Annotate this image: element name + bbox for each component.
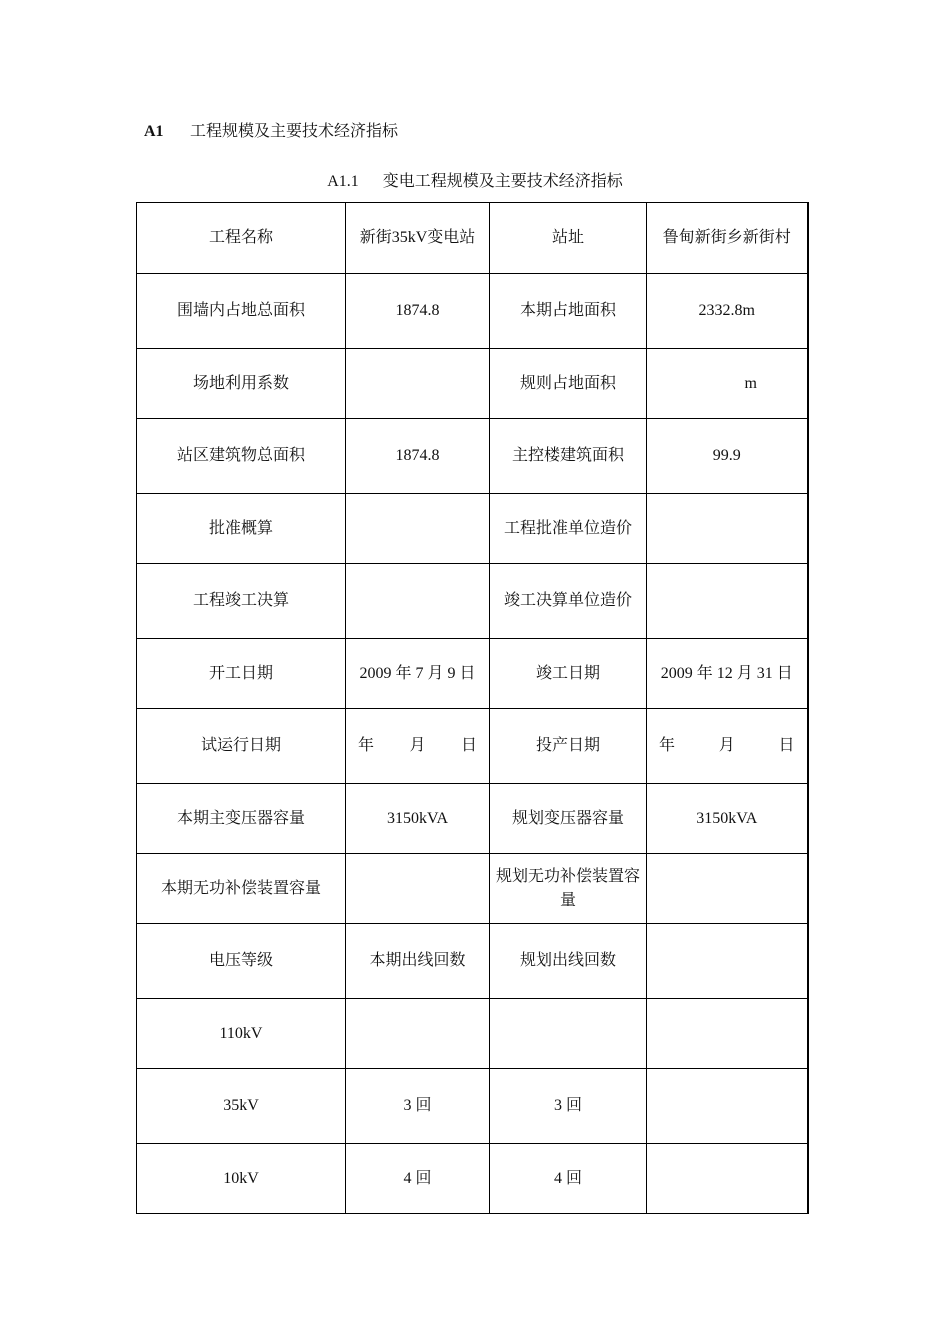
table-value-cell: 本期出线回数 [346,924,490,999]
table-value-cell: 3150kVA [647,784,808,854]
table-label-cell: 35kV [137,1069,346,1144]
table-value-cell: 99.9 [647,419,808,494]
date-part: 年 [659,737,676,754]
table-row [137,203,808,274]
table-row [137,564,808,639]
table-title: 变电工程规模及主要技术经济指标 [382,173,623,190]
table-label-cell: 本期主变压器容量 [137,784,346,854]
table-label-cell: 3 回 [490,1069,647,1144]
table-value-cell [647,1144,808,1214]
table-label-cell: 工程名称 [137,203,346,274]
table-value-cell [346,709,490,784]
table-value-cell [647,349,808,419]
table-row [137,709,808,784]
table-value-cell [647,1069,808,1144]
table-label-cell [490,999,647,1069]
table-label-cell: 4 回 [490,1144,647,1214]
table-value-cell [647,494,808,564]
table-label-cell: 批准概算 [137,494,346,564]
table-value-cell: 新街35kV变电站 [346,203,490,274]
table-row [137,349,808,419]
table-label-cell: 工程批准单位造价 [490,494,647,564]
table-row [137,1069,808,1144]
table-value-cell: 1874.8 [346,419,490,494]
table-value-cell: 1874.8 [346,274,490,349]
table-value-cell [647,709,808,784]
blank-date [352,734,483,758]
table-row [137,924,808,999]
unit-text: m [744,374,757,392]
table-value-cell: 3150kVA [346,784,490,854]
table-label-cell: 规划无功补偿装置容量 [490,854,647,924]
table-caption [0,168,950,191]
table-label-cell: 主控楼建筑面积 [490,419,647,494]
table-row [137,494,808,564]
date-part: 月 [718,737,735,754]
section-heading [144,118,398,141]
table-label-cell: 开工日期 [137,639,346,709]
table-label-cell: 110kV [137,999,346,1069]
table-row [137,639,808,709]
indicator-table [136,202,809,1214]
table-row [137,274,808,349]
table-label-cell: 规则占地面积 [490,349,647,419]
table-row [137,419,808,494]
table-value-cell [346,999,490,1069]
table-row [137,1144,808,1214]
blank-date [653,734,801,758]
table-value-cell [647,999,808,1069]
table-value-cell [647,924,808,999]
table-number: A1.1 [327,173,359,190]
section-title: 工程规模及主要技术经济指标 [190,123,399,140]
table-label-cell: 投产日期 [490,709,647,784]
date-part: 日 [778,737,795,754]
table-label-cell: 围墙内占地总面积 [137,274,346,349]
table-value-cell [346,494,490,564]
table-value-cell [647,564,808,639]
table-label-cell: 本期占地面积 [490,274,647,349]
table-label-cell: 试运行日期 [137,709,346,784]
table-value-cell [346,854,490,924]
table-label-cell: 10kV [137,1144,346,1214]
table-label-cell: 场地利用系数 [137,349,346,419]
table-label-cell: 竣工日期 [490,639,647,709]
table-value-cell [346,564,490,639]
table-label-cell: 电压等级 [137,924,346,999]
table-value-cell [346,349,490,419]
table-label-cell: 站址 [490,203,647,274]
table-row [137,999,808,1069]
table-value-cell: 2009 年 12 月 31 日 [647,639,808,709]
table-value-cell: 2332.8m [647,274,808,349]
table-value-cell [647,854,808,924]
date-part: 月 [409,737,426,754]
table-value-cell: 4 回 [346,1144,490,1214]
table-label-cell: 本期无功补偿装置容量 [137,854,346,924]
table-label-cell: 规划变压器容量 [490,784,647,854]
table-label-cell: 竣工决算单位造价 [490,564,647,639]
table-label-cell: 工程竣工决算 [137,564,346,639]
table-value-cell: 鲁甸新街乡新街村 [647,203,808,274]
table-value-cell: 2009 年 7 月 9 日 [346,639,490,709]
section-number: A1 [144,123,164,140]
date-part: 日 [460,737,477,754]
table-row [137,854,808,924]
table-label-cell: 规划出线回数 [490,924,647,999]
table-value-cell: 3 回 [346,1069,490,1144]
table-row [137,784,808,854]
date-part: 年 [358,737,375,754]
table-label-cell: 站区建筑物总面积 [137,419,346,494]
